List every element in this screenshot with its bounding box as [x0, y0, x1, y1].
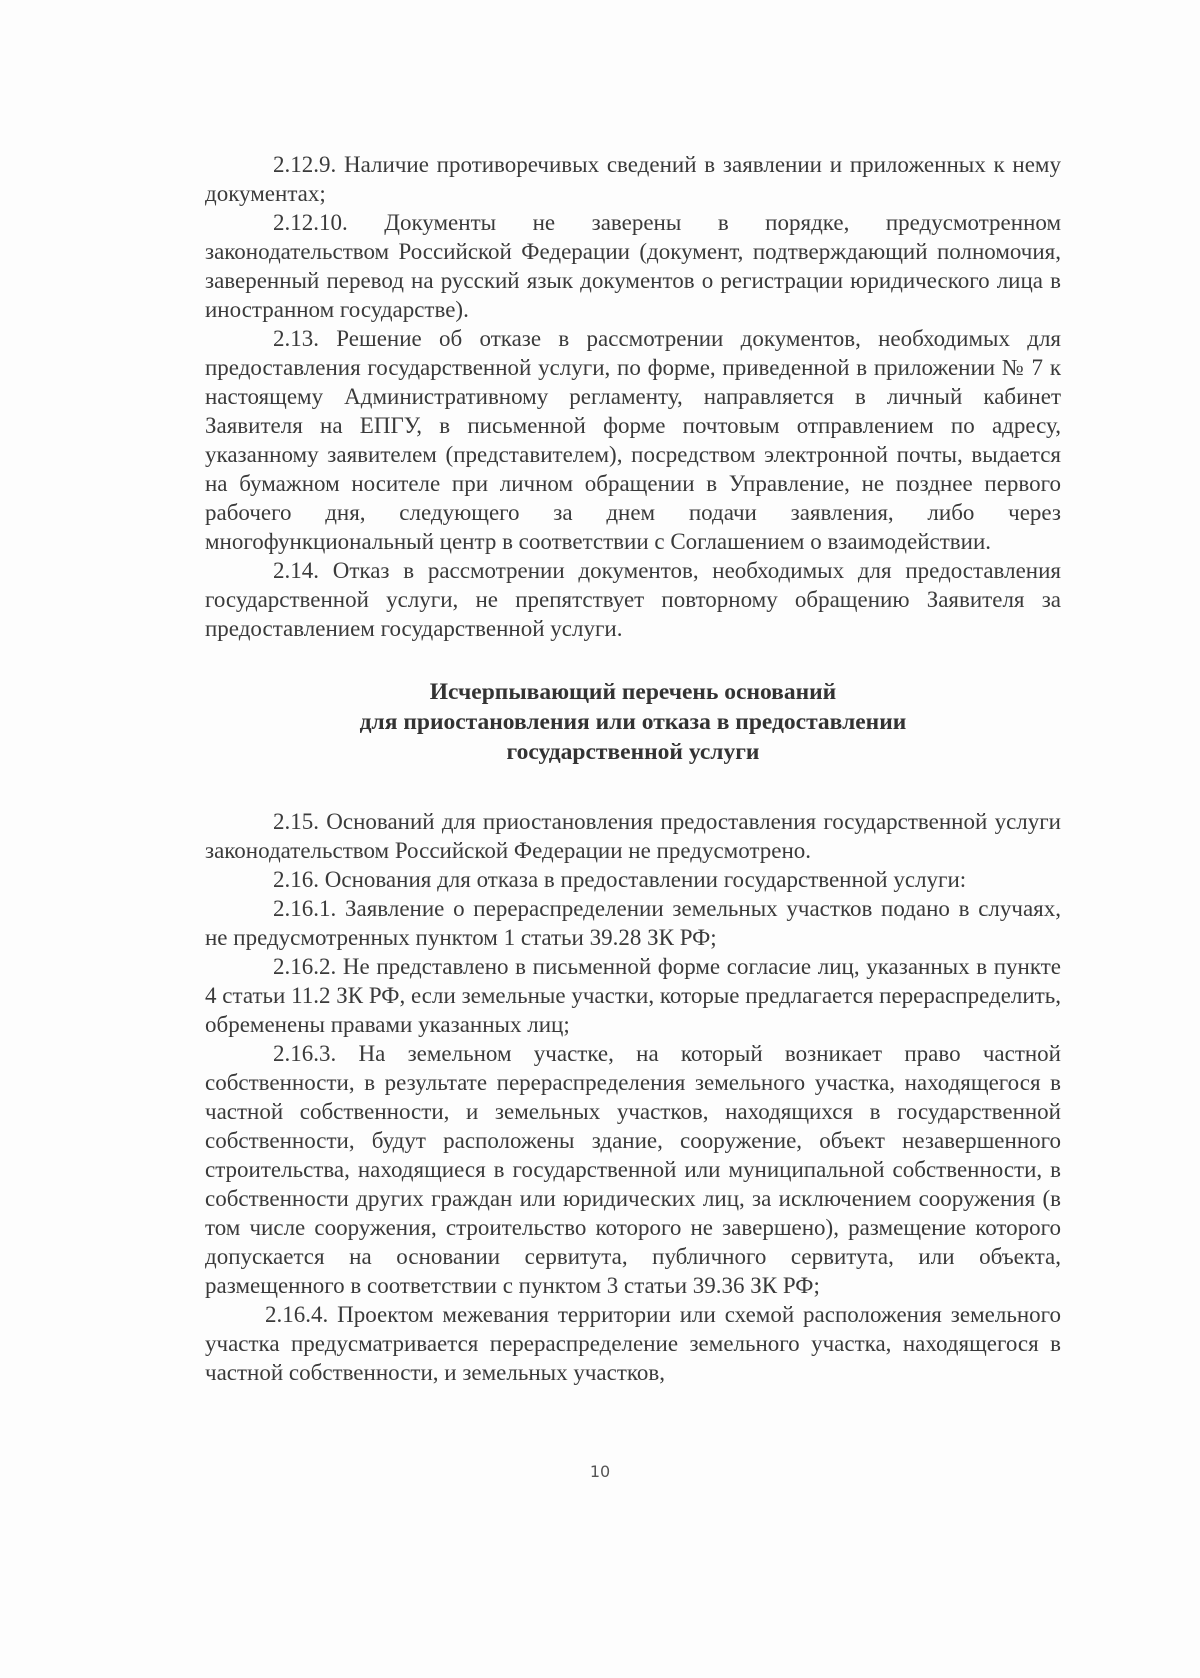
paragraph-2-15: 2.15. Оснований для приостановления предоставления государственной услуги законодательством Российской Федерации не предусмотрено.: [205, 809, 1061, 863]
paragraph-2-13: 2.13. Решение об отказе в рассмотрении документов, необходимых для предоставления государственной услуги, по форме, приведенной в приложении № 7 к настоящему Административному регламенту, направляется в личный кабинет Заявителя на ЕПГУ, в письменной форме почтовым отправлением по адресу, указанному заявителем (представителем), посредством электронной почты, выдается на бумажном носителе при личном обращении в Управление, не позднее первого рабочего дня, следующего за днем подачи заявления, либо через многофункциональный центр в соответствии с Соглашением о взаимодействии.: [205, 326, 1061, 554]
paragraph-2-12-9: 2.12.9. Наличие противоречивых сведений в заявлении и приложенных к нему документах;: [205, 152, 1061, 206]
page-number: 10: [589, 1462, 611, 1481]
section-heading-line-3: государственной услуги: [506, 739, 760, 765]
paragraph-2-12-10: 2.12.10. Документы не заверены в порядке, предусмотренном законодательством Российской Федерации (документ, подтверждающий полномочия, заверенный перевод на русский язык документов о регистрации юридического лица в иностранном государстве).: [205, 210, 1061, 322]
paragraph-2-16-3: 2.16.3. На земельном участке, на который возникает право частной собственности, в результате перераспределения земельного участка, находящегося в частной собственности, и земельных участков, находящихся в государственной собственности, будут расположены здание, сооружение, объект незавершенного строительства, находящиеся в государственной или муниципальной собственности, в собственности других граждан или юридических лиц, за исключением сооружения (в том числе сооружения, строительство которого не завершено), размещение которого допускается на основании сервитута, публичного сервитута, или объекта, размещенного в соответствии с пунктом 3 статьи 39.36 ЗК РФ;: [205, 1041, 1061, 1298]
paragraph-2-14: 2.14. Отказ в рассмотрении документов, необходимых для предоставления государственной услуги, не препятствует повторному обращению Заявителя за предоставлением государственной услуги.: [205, 558, 1061, 641]
section-heading-line-1: Исчерпывающий перечень оснований: [429, 679, 837, 705]
section-heading: [205, 677, 1061, 767]
paragraph-2-16-4: 2.16.4. Проектом межевания территории или схемой расположения земельного участка предусматривается перераспределение земельного участка, находящегося в частной собственности, и земельных участков,: [205, 1302, 1061, 1385]
paragraph-2-16-2: 2.16.2. Не представлено в письменной форме согласие лиц, указанных в пункте 4 статьи 11.2 ЗК РФ, если земельные участки, которые предлагается перераспределить, обременены правами указанных лиц;: [205, 954, 1061, 1037]
paragraph-2-16-1: 2.16.1. Заявление о перераспределении земельных участков подано в случаях, не предусмотренных пунктом 1 статьи 39.28 ЗК РФ;: [205, 896, 1061, 950]
document-body: [205, 150, 1061, 1387]
section-heading-line-2: для приостановления или отказа в предоставлении: [359, 709, 907, 735]
paragraph-2-16: 2.16. Основания для отказа в предоставлении государственной услуги:: [273, 867, 967, 892]
